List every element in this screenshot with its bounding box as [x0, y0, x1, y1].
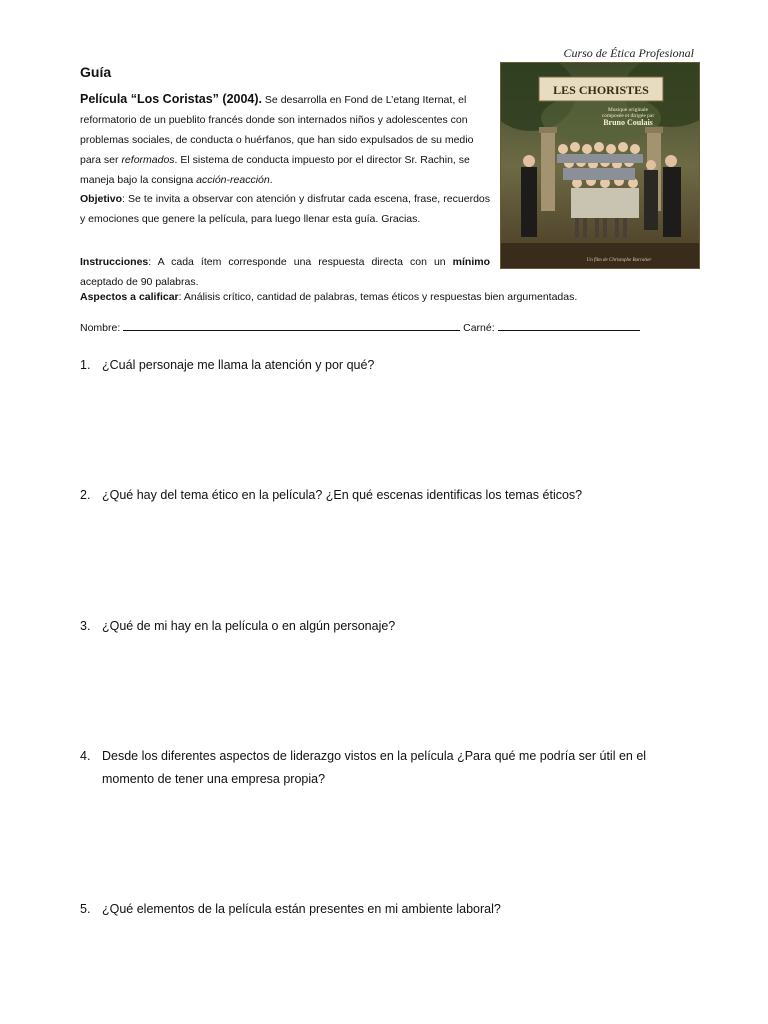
poster-credit-1: Musique originale [607, 107, 649, 113]
aspects-text: : Análisis crítico, cantidad de palabras, temas éticos y respuestas bien argumentadas. [178, 291, 578, 303]
question-text: ¿Qué de mi hay en la película o en algún personaje? [102, 619, 396, 633]
intro-text-2: . El sistema de conducta impuesto por el director Sr. Rachin, se maneja bajo la consigna [80, 154, 470, 186]
question-5 [80, 898, 700, 921]
movie-poster [500, 62, 700, 269]
objective-text: : Se te invita a observar con atención y disfrutar cada escena, frase, recuerdos y emociones que genere la película, para luego llenar esta guía. Gracias. [80, 193, 490, 225]
instructions-text-1: : A cada ítem corresponde una respuesta directa con un [148, 256, 453, 268]
intro-reformados: reformados [121, 154, 175, 166]
aspects-label: Aspectos a calificar [80, 291, 179, 303]
instructions-text-2: aceptado de 90 palabras. [80, 276, 199, 288]
question-text: Desde los diferentes aspectos de liderazgo vistos en la película ¿Para qué me podría ser útil en el momento de tener una empresa propia? [102, 749, 647, 786]
instructions-minimo: mínimo [452, 256, 490, 268]
intro-consigna: acción-reacción [196, 174, 270, 186]
name-field-line[interactable] [123, 320, 460, 331]
question-2 [80, 484, 700, 507]
course-name: Curso de Ética Profesional [563, 46, 694, 60]
carne-label: Carné: [463, 322, 495, 334]
question-number: 2. [80, 488, 91, 502]
intro-paragraph [80, 89, 490, 190]
poster-composer: Bruno Coulais [603, 118, 653, 127]
poster-footer: Un film de Christophe Barratier [586, 258, 652, 263]
page-title: Guía [80, 64, 112, 80]
question-text: ¿Qué hay del tema ético en la película? ¿En qué escenas identificas los temas éticos? [102, 488, 583, 502]
objective-label: Objetivo [80, 193, 123, 205]
poster-credit-2: composée et dirigée par [601, 113, 655, 119]
question-3 [80, 615, 700, 638]
instructions-paragraph [80, 252, 490, 292]
question-text: ¿Qué elementos de la película están presentes en mi ambiente laboral? [102, 902, 501, 916]
objective-paragraph [80, 189, 490, 229]
carne-field-line[interactable] [498, 320, 640, 331]
question-text: ¿Cuál personaje me llama la atención y por qué? [102, 358, 375, 372]
question-number: 3. [80, 619, 91, 633]
question-number: 5. [80, 902, 91, 916]
student-info-row [80, 320, 700, 334]
movie-title: Película “Los Coristas” (2004). [80, 92, 263, 106]
question-4 [80, 745, 700, 791]
instructions-label: Instrucciones [80, 256, 149, 268]
poster-title: LES CHORISTES [553, 83, 649, 97]
movie-poster-image [501, 63, 699, 268]
question-number: 1. [80, 358, 91, 372]
intro-text-1: Se desarrolla en Fond de L’etang Iternat, el reformatorio de un pueblito francés donde son internados niños y adolescentes con problemas sociales, de conducta o huérfanos, que han sido expulsados de su medio para ser [80, 94, 474, 166]
question-1 [80, 354, 700, 377]
question-number: 4. [80, 749, 91, 763]
intro-text-3: . [269, 174, 273, 186]
name-label: Nombre: [80, 322, 121, 334]
aspects-paragraph [80, 289, 680, 305]
